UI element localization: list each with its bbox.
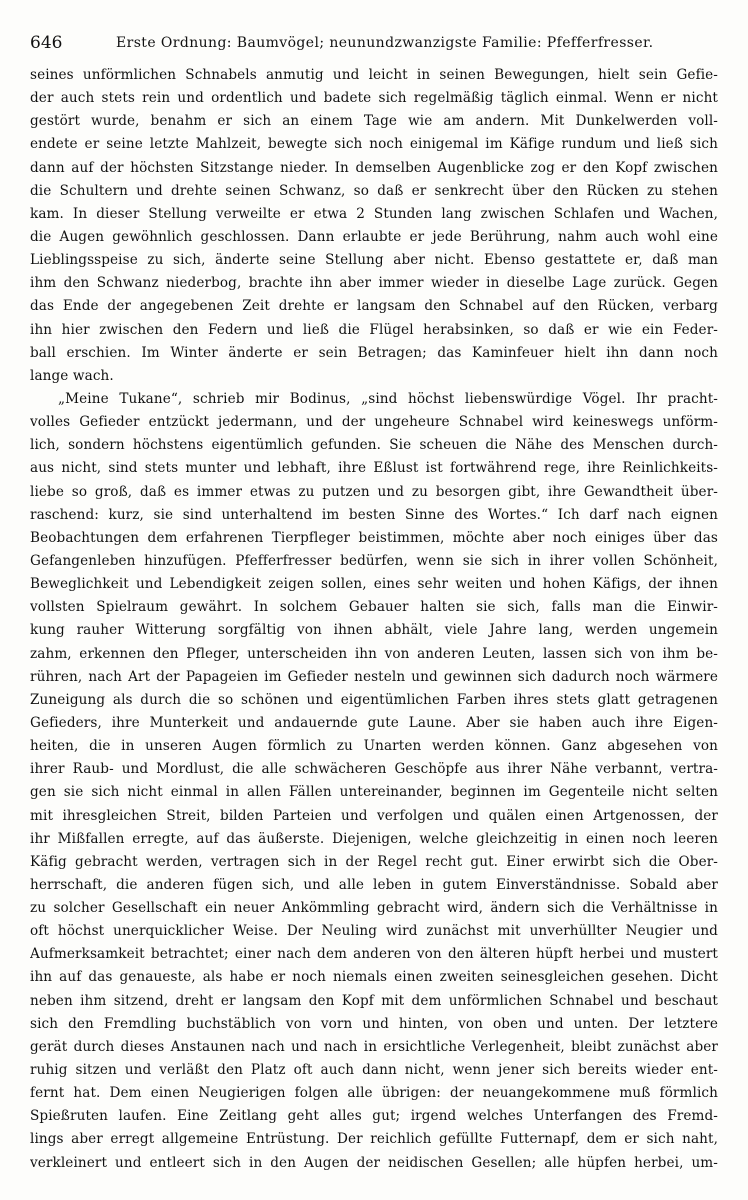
text-line: heiten, die in unseren Augen förmlich zu Unarten werden können. Ganz abgesehen von [30,738,718,755]
text-line: gestört wurde, benahm er sich an einem Tage wie am andern. Mit Dunkelwerden voll- [30,113,718,130]
text-line: Beweglichkeit und Lebendigkeit zeigen sollen, eines sehr weiten und hohen Käfigs, der ihnen [30,576,718,593]
text-line: ihr Mißfallen erregte, auf das äußerste. Diejenigen, welche gleichzeitig in einen noch leeren [30,830,718,847]
text-line: seines unförmlichen Schnabels anmutig und leicht in seinen Bewegungen, hielt sein Gefie- [30,67,718,83]
text-line: lange wach. [30,367,114,384]
text-line: Gefangenleben hinzufügen. Pfefferfresser bedürfen, wenn sie sich in ihrer vollen Schönheit, [30,552,718,569]
text-line: raschend: kurz, sie sind unterhaltend im besten Sinne des Wortes.“ Ich darf nach eignen [30,506,718,523]
text-line: gen sie sich nicht einmal in allen Fällen untereinander, beginnen im Gegenteile nicht selten [30,784,718,801]
text-line: rühren, nach Art der Papageien im Gefieder nesteln und gewinnen sich dadurch noch wärmere [30,668,718,685]
text-line: verkleinert und entleert sich in den Augen der neidischen Gesellen; alle hüpfen herbei, um- [30,1154,718,1171]
text-line: aus nicht, sind stets munter und lebhaft, ihre Eßlust ist fortwährend rege, ihre Reinlichkeits- [30,460,718,477]
page-header [30,30,720,56]
text-line: die Augen gewöhnlich geschlossen. Dann erlaubte er jede Berührung, nahm auch wohl eine [30,228,718,245]
body-text [30,64,718,1175]
text-line: Lieblingsspeise zu sich, änderte seine Stellung aber nicht. Ebenso gestattete er, daß man [30,252,718,269]
text-line: lings aber erregt allgemeine Entrüstung. Der reichlich gefüllte Futternapf, dem er sich naht, [30,1131,718,1148]
text-line: ihm den Schwanz niederbog, brachte ihn aber immer wieder in dieselbe Lage zurück. Gegen [30,275,718,292]
text-line: fernt hat. Dem einen Neugierigen folgen alle übrigen: der neuangekommene muß förmlich [30,1085,718,1102]
text-line: Beobachtungen dem erfahrenen Tierpfleger beistimmen, möchte aber noch einiges über das [30,529,718,546]
text-line: dann auf der höchsten Sitzstange nieder. In demselben Augenblicke zog er den Kopf zwischen [30,159,718,176]
text-line: lich, sondern höchstens eigentümlich gefunden. Sie scheuen die Nähe des Menschen durch- [30,437,718,454]
text-line: volles Gefieder entzückt jedermann, und der ungeheure Schnabel wird keineswegs unförm- [30,414,718,431]
text-line: mit ihresgleichen Streit, bilden Parteien und verfolgen und quälen einen Artgenossen, der [30,807,718,824]
text-line: liebe so groß, daß es immer etwas zu putzen und zu besorgen gibt, ihre Gewandtheit über- [30,483,718,500]
text-line: zahm, erkennen den Pfleger, unterscheiden ihn von anderen Leuten, lassen sich von ihm be- [30,645,718,662]
text-line: zu solcher Gesellschaft ein neuer Ankömmling gebracht wird, ändern sich die Verhältnisse in [30,900,718,917]
text-line: „Meine Tukane“, schrieb mir Bodinus, „sind höchst liebenswürdige Vögel. Ihr pracht- [58,390,718,407]
text-line: herrschaft, die anderen fügen sich, und alle leben in gutem Einverständnisse. Sobald aber [30,876,718,893]
text-line: Gefieders, ihre Munterkeit und andauernde gute Laune. Aber sie haben auch ihre Eigen- [30,714,718,731]
text-line: Spießruten laufen. Eine Zeitlang geht alles gut; irgend welches Unterfangen des Fremd- [30,1108,718,1125]
text-line: kam. In dieser Stellung verweilte er etwa 2 Stunden lang zwischen Schlafen und Wachen, [30,205,718,222]
text-line: ihrer Raub- und Mordlust, die alle schwächeren Geschöpfe aus ihrer Nähe verbannt, vertra- [30,761,718,778]
text-line: vollsten Spielraum gewährt. In solchem Gebauer halten sie sich, falls man die Einwir- [30,599,718,616]
text-line: ball erschien. Im Winter änderte er sein Betragen; das Kaminfeuer hielt ihn dann noch [30,344,718,361]
text-line: Käfig gebracht werden, vertragen sich in der Regel recht gut. Einer erwirbt sich die Ober- [30,853,718,870]
text-line: sich den Fremdling buchstäblich von vorn und hinten, von oben und unten. Der letztere [30,1015,718,1032]
text-line: kung rauher Witterung sorgfältig von ihnen abhält, viele Jahre lang, werden ungemein [30,622,718,639]
text-line: der auch stets rein und ordentlich und badete sich regelmäßig täglich einmal. Wenn er nicht [30,90,718,107]
page-number: 646 [30,33,63,53]
text-line: gerät durch dieses Anstaunen nach und nach in ersichtliche Verlegenheit, bleibt zunächst aber [30,1038,718,1055]
text-line: ihn auf das genaueste, als habe er noch niemals einen zweiten seinesgleichen gesehen. Dicht [30,969,718,986]
text-line: ihn hier zwischen den Federn und ließ die Flügel herabsinken, so daß er wie ein Feder- [30,321,718,338]
running-head: Erste Ordnung: Baumvögel; neunundzwanzigste Familie: Pfefferfresser. [116,35,654,51]
text-line: ruhig sitzen und verläßt den Platz oft auch dann nicht, wenn jener sich bereits wieder ent- [30,1062,718,1079]
text-line: oft höchst unerquicklicher Weise. Der Neuling wird zunächst mit unverhüllter Neugier und [30,923,718,940]
text-line: die Schultern und drehte seinen Schwanz, so daß er senkrecht über den Rücken zu stehen [30,182,718,199]
text-line: Zuneigung als durch die so schönen und eigentümlichen Farben ihres stets glatt getragenen [30,691,718,708]
text-line: Aufmerksamkeit betrachtet; einer nach dem anderen von den älteren hüpft herbei und mustert [30,946,718,963]
text-line: endete er seine letzte Mahlzeit, bewegte sich noch einigemal im Käfige rundum und ließ sich [30,136,718,153]
text-line: das Ende der angegebenen Zeit drehte er langsam den Schnabel auf den Rücken, verbarg [30,298,718,315]
text-line: neben ihm sitzend, dreht er langsam den Kopf mit dem unförmlichen Schnabel und beschaut [30,992,718,1009]
